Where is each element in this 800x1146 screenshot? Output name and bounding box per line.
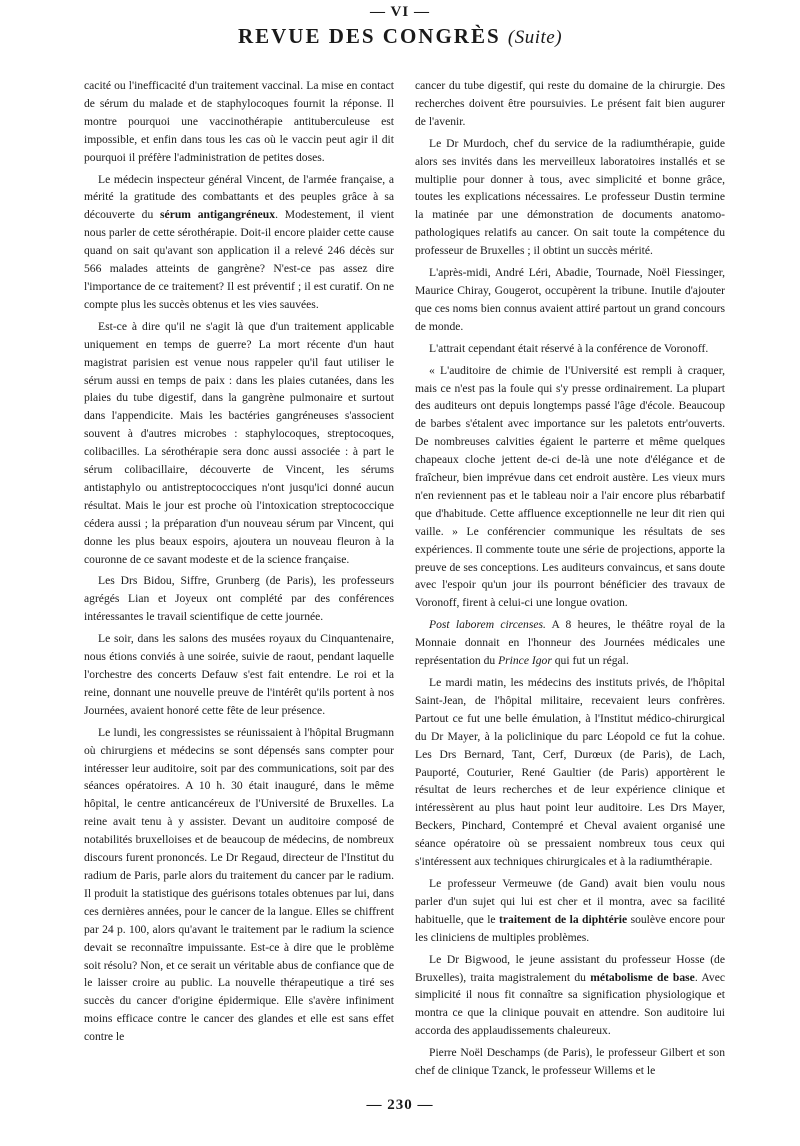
paragraph <box>415 951 725 1041</box>
emphasis: sérum antigangréneux <box>160 208 276 222</box>
left-column <box>84 77 394 1046</box>
text-run: A 8 heures, le théâtre royal de la Monnaie donnait en l'honneur des Journées médicales une représentation du <box>415 618 725 668</box>
paragraph: Les Drs Bidou, Siffre, Grunberg (de Paris), les professeurs agrégés Lian et Joyeux ont complété par des conférences intéressantes le travail scientifique de cette journée. <box>84 574 394 624</box>
text-run: Le Dr Bigwood, le jeune assistant du professeur Hosse (de Bruxelles), traita magistralement du <box>415 952 725 984</box>
paragraph: Est-ce à dire qu'il ne s'agit là que d'un traitement applicable uniquement en temps de guerre? La mort récente d'un haut magistrat parisien est venue nous rappeler qu'il faut utiliser le sérum aussi en temps de paix : dans les plaies cutanées, dans les plaies du tube digestif, dans la gangrène pulmonaire et surtout dans l'appendicite. Mais les bactéries gangréneuses s'associent souvent à d'autres microbes : staphylocoques, streptocoques, colibacilles. La sérothérapie sera donc aussi associée : à part le sérum colibacillaire, découverte de Vincent, les sérums antistaphylo ou antistreptococciques n'ont jusqu'ici donné aucun résultat. Mais le jour est proche où l'intoxication streptococcique cédera aussi ; la préparation d'un nouveau sérum par Vincent, qui donne les plus beaux espoirs, ajoutera un nouveau fleuron à la couronne de ce savant modeste et de la science française. <box>84 319 394 566</box>
paragraph: cancer du tube digestif, qui reste du domaine de la chirurgie. Des recherches doivent être poursuivies. Le présent fait bien augurer de l'avenir. <box>415 79 725 128</box>
paragraph <box>415 875 725 947</box>
paragraph: Le mardi matin, les médecins des instituts privés, de l'hôpital Saint-Jean, de l'hôpital militaire, recevaient leurs confrères. Partout ce fut une belle émulation, à l'Institut médico-chirurgical du Dr Mayer, à la policlinique du parc Léopold ce fut la cohue. Les Drs Bernard, Tant, Cerf, Durœux (de Paris), de Lach, Pauporté, Couturier, René Gaultier (de Paris) apportèrent le résultat de leurs recherches et de leur expérience clinique et intéressèrent au plus haut point leur auditoire. Les Drs Mayer, Beckers, Pinchard, Contempré et Cheval avaient organisé une séance opératoire où se pressaient nombreux tous ceux qui s'intéressent aux techniques chirurgicales et à la radiumthérapie. <box>415 676 725 869</box>
paragraph <box>415 616 725 670</box>
paragraph: « L'auditoire de chimie de l'Université est rempli à craquer, mais ce n'est pas la foule qui s'y presse ordinairement. La plupart des auditeurs ont depuis longtemps passé l'âge d'école. Beaucoup de barbes s'étalent avec importance sur les paletots entr'ouverts. De nombreuses calvities égaient le parterre et même quelques chapeaux cloche jettent de-ci de-là une note d'élégance et de fraîcheur, bien imprévue dans cet endroit austère. Les vieux murs n'en reviennent pas et le tableau noir a l'air encore plus rébarbatif que d'habitude. Cette affluence exceptionnelle ne leur dit rien qui vaille. » Le conférencier communique les résultats de ses expériences. Il commente toute une série de projections, apporte la preuve de ses conceptions. Les auditeurs convaincus, et sans doute avec l'espoir qu'un jour ils pourront bénéficier des travaux de Voronoff, firent à celui-ci une longue ovation. <box>415 363 725 610</box>
paragraph: L'après-midi, André Léri, Abadie, Tournade, Noël Fiessinger, Maurice Chiray, Gougerot, occupèrent la tribune. Inutile d'ajouter que ces noms bien connus avaient attiré partout un grand concours de monde. <box>415 266 725 333</box>
text-run: Le médecin inspecteur général Vincent, de l'armée française, a mérité la gratitude des combattants et des peuples grâce à sa découverte du <box>84 172 394 222</box>
text-run: qui fut un régal. <box>551 654 629 668</box>
paragraph: L'attrait cependant était réservé à la conférence de Voronoff. <box>429 341 709 355</box>
paragraph: Le soir, dans les salons des musées royaux du Cinquantenaire, nous étions conviés à une soirée, suivie de raout, pendant laquelle l'orchestre des concerts Defauw s'est fait entendre. Le roi et la reine, donnant une nouvelle preuve de l'intérêt qu'ils portent à nos Journées, avaient honoré cette fête de leur présence. <box>84 632 394 717</box>
paragraph: Le Dr Murdoch, chef du service de la radiumthérapie, guide alors ses invités dans les merveilleux laboratoires installés et se multiplie pour donner à tous, avec simplicité et bonne grâce, toutes les explications nécessaires. Le professeur Dustin termine la matinée par une démonstration de documents anatomo-pathologiques relatifs au cancer. On sait toute la compétence du professeur de Bruxelles ; il obtint un succès mérité. <box>415 136 725 258</box>
running-title-main: REVUE DES CONGRÈS <box>237 24 501 48</box>
paragraph <box>84 171 394 314</box>
paragraph: Le lundi, les congressistes se réunissaient à l'hôpital Brugmann où chirurgiens et médecins se sont dépensés sans compter pour intéresser leur auditoire, soit par des communications, soit par des séances opératoires. A 10 h. 30 était inauguré, dans le même hôpital, le centre anticancéreux de l'Université de Bruxelles. La reine avait tenu à y assister. Devant un auditoire composé de notabilités bruxelloises et de beaucoup de médecins, de nombreux discours furent prononcés. Le Dr Regaud, directeur de l'Institut du radium de Paris, parle alors du traitement du cancer par le radium. Il produit la statistique des guérisons totales obtenues par lui, dans ces dernières années, pour le cancer de la langue. Elles se chiffrent par 24 p. 100, alors qu'avant le traitement par le radium la science devait se reconnaître impuissante. Est-ce à dire que le problème soit résolu? Non, et ce serait un véritable abus de confiance que de le laisser croire au public. La nouvelle thérapeutique a tiré ses succès du cancer d'origine épidermique. Elle s'avère infiniment moins efficace contre le cancer des glandes et elle est sans effet contre le <box>84 725 394 1044</box>
text-run: Le professeur Vermeuwe (de Gand) avait bien voulu nous parler d'un sujet qui lui est cher et il montra, avec sa facilité habituelle, que le <box>415 876 725 926</box>
text-run: soulève encore pour les cliniciens de multiples problèmes. <box>415 912 725 944</box>
emphasis: Prince Igor <box>498 654 552 668</box>
paragraph: Pierre Noël Deschamps (de Paris), le professeur Gilbert et son chef de clinique Tzanck, le professeur Willems et le <box>415 1046 725 1078</box>
running-title <box>0 24 800 49</box>
emphasis: métabolisme de base <box>590 970 695 984</box>
emphasis: traitement de la diphtérie <box>499 912 628 926</box>
running-title-suite: (Suite) <box>507 27 563 48</box>
right-column <box>415 77 725 1080</box>
page-number: — 230 — <box>366 1097 434 1113</box>
paragraph: cacité ou l'inefficacité d'un traitement vaccinal. La mise en contact de sérum du malade et de staphylocoques fournit la réponse. Il montre pourquoi une vaccinothérapie antituberculeuse est impossible, et enfin dans tous les cas où le vaccin peut agir il dit pourquoi il préfère l'administration de petites doses. <box>84 79 394 164</box>
text-run: . Avec simplicité il nous fit connaître sa signification physiologique et montra ce que la clinique pouvait en attendre. Son auditoire lui accorda des applaudissements chaleureux. <box>415 970 725 1038</box>
emphasis: Post laborem circenses. <box>429 618 546 632</box>
text-run: . Modestement, il vient nous parler de cette sérothérapie. Doit-il encore plaider cette cause quand on sait qu'avant son application il a relevé 246 décès sur 566 malades atteints de gangrène? N'est-ce pas assez dire l'importance de ce traitement? Il est préventif ; il est curatif. On ne compte plus les succès obtenus et les vies sauvées. <box>84 208 394 311</box>
roman-folio: — VI — <box>370 4 430 20</box>
